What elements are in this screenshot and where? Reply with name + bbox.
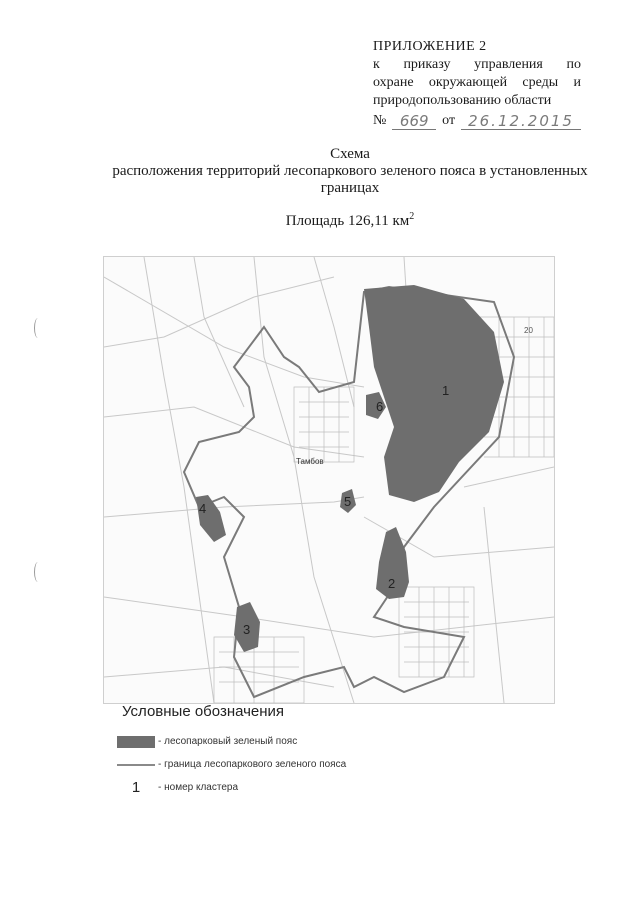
forest-swatch: [117, 736, 155, 748]
punch-mark-bottom: [34, 562, 42, 582]
forest-clusters: [196, 285, 504, 652]
legend: [116, 703, 536, 799]
map-drawing: [104, 257, 554, 703]
appendix-header: [373, 38, 581, 130]
legend-key-cluster-number: [116, 779, 156, 796]
area-unit-superscript: 2: [409, 211, 415, 222]
area-label: Площадь 126,11 км: [285, 213, 410, 229]
legend-item-forest: [116, 730, 536, 753]
cluster-number-6: 6: [376, 399, 384, 414]
document-title: [80, 146, 620, 197]
order-date-prefix: от: [442, 113, 456, 128]
cluster-number-1: 1: [442, 383, 450, 398]
legend-key-forest: [116, 736, 156, 748]
cluster-number-2: 2: [388, 576, 396, 591]
forest-cluster-1: [364, 285, 504, 502]
grid-label: 20: [524, 326, 533, 335]
title-line-1: Схема: [330, 146, 370, 162]
appendix-line-1: к приказу управления по: [373, 57, 581, 72]
legend-text-forest: - лесопарковый зеленый пояс: [158, 736, 298, 747]
area-statement: [80, 211, 620, 230]
order-number-handwritten: 669: [392, 113, 436, 130]
appendix-line-3: природопользованию области: [373, 93, 552, 108]
city-label: Тамбов: [296, 457, 324, 466]
order-date-handwritten: 26.12.2015: [461, 113, 581, 130]
legend-text-boundary: - граница лесопаркового зеленого пояса: [158, 759, 347, 770]
cluster-number-sample: 1: [131, 779, 141, 796]
scheme-map: [103, 256, 555, 704]
boundary-line-sample: [117, 764, 155, 766]
legend-title: Условные обозначения: [122, 703, 285, 720]
punch-mark-top: [34, 318, 42, 338]
cluster-number-4: 4: [199, 501, 207, 516]
title-line-2: расположения территорий лесопаркового зеленого пояса в установленных: [112, 163, 588, 179]
legend-text-cluster-number: - номер кластера: [158, 782, 239, 793]
order-number-prefix: №: [373, 113, 387, 128]
order-number-line: [373, 110, 581, 130]
appendix-heading: ПРИЛОЖЕНИЕ 2: [373, 39, 487, 54]
title-line-3: границах: [320, 180, 380, 196]
legend-item-boundary: [116, 753, 536, 776]
cluster-number-5: 5: [344, 494, 352, 509]
legend-key-boundary: [116, 764, 156, 766]
cluster-number-3: 3: [243, 622, 251, 637]
appendix-line-2: охране окружающей среды и: [373, 75, 581, 90]
legend-item-cluster-number: [116, 776, 536, 799]
